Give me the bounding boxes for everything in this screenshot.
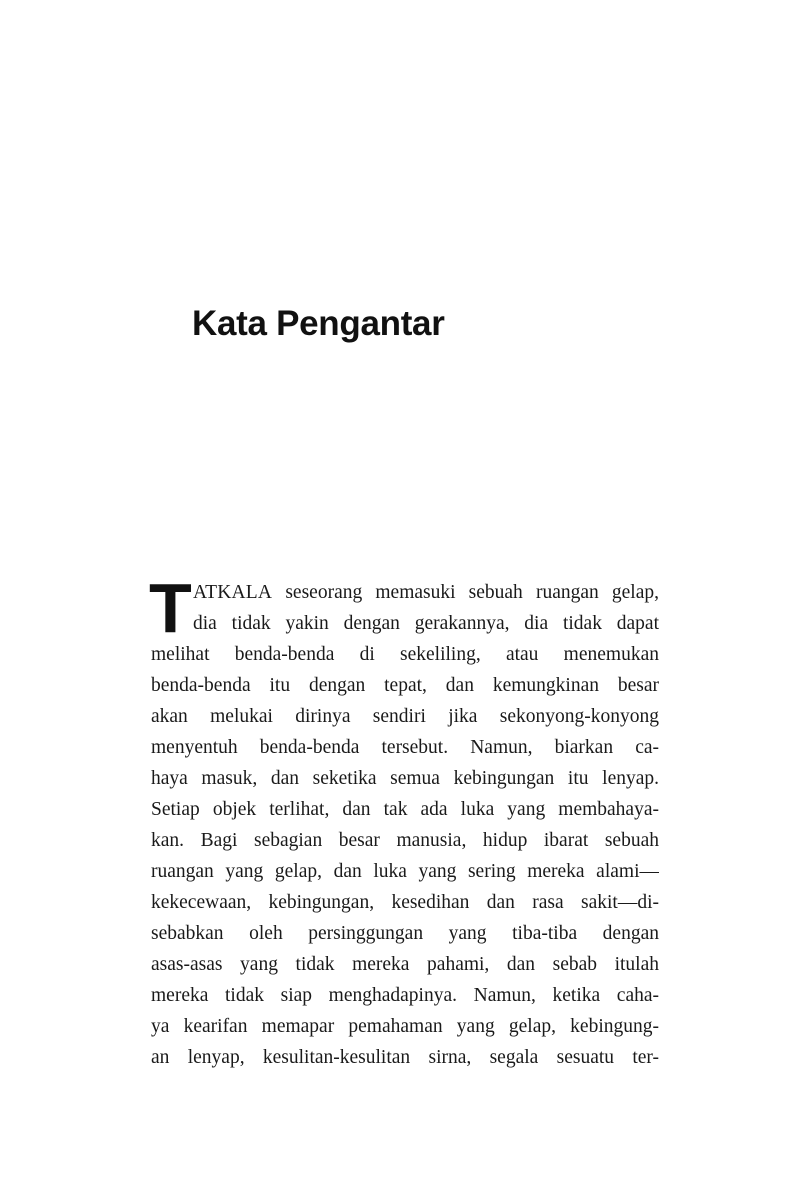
paragraph-line-2: dia tidak yakin dengan gerakannya, dia tidak dapat xyxy=(193,613,659,634)
paragraph-line-14: mereka tidak siap menghadapinya. Namun, ketika caha- xyxy=(151,985,659,1006)
paragraph-line-4: benda-benda itu dengan tepat, dan kemungkinan besar xyxy=(151,675,659,696)
paragraph-line-15: ya kearifan memapar pemahaman yang gelap, kebingung- xyxy=(151,1016,659,1037)
paragraph-line-6: menyentuh benda-benda tersebut. Namun, biarkan ca- xyxy=(151,737,659,758)
paragraph-line-11: kekecewaan, kebingungan, kesedihan dan rasa sakit—di- xyxy=(151,892,659,913)
chapter-title: Kata Pengantar xyxy=(192,304,445,343)
paragraph-line-12: sebabkan oleh persinggungan yang tiba-tiba dengan xyxy=(151,923,659,944)
preface-paragraph xyxy=(149,569,659,1073)
paragraph-line-8: Setiap objek terlihat, dan tak ada luka yang membahaya- xyxy=(151,799,659,820)
paragraph-line-9: kan. Bagi sebagian besar manusia, hidup ibarat sebuah xyxy=(151,830,659,851)
paragraph-line-7: haya masuk, dan seketika semua kebingungan itu lenyap. xyxy=(151,768,659,789)
paragraph-line-13: asas-asas yang tidak mereka pahami, dan sebab itulah xyxy=(151,954,659,975)
paragraph-line-10: ruangan yang gelap, dan luka yang sering mereka alami— xyxy=(151,861,659,882)
paragraph-line-16: an lenyap, kesulitan-kesulitan sirna, segala sesuatu ter- xyxy=(151,1047,659,1068)
opening-line-text: seseorang memasuki sebuah ruangan gelap, xyxy=(272,582,659,603)
paragraph-line-5: akan melukai dirinya sendiri jika sekonyong-konyong xyxy=(151,706,659,727)
opening-word-smallcaps: ATKALA xyxy=(193,582,273,603)
paragraph-line-1 xyxy=(151,577,659,608)
paragraph-line-3: melihat benda-benda di sekeliling, atau menemukan xyxy=(151,644,659,665)
drop-cap-letter: T xyxy=(149,569,192,647)
